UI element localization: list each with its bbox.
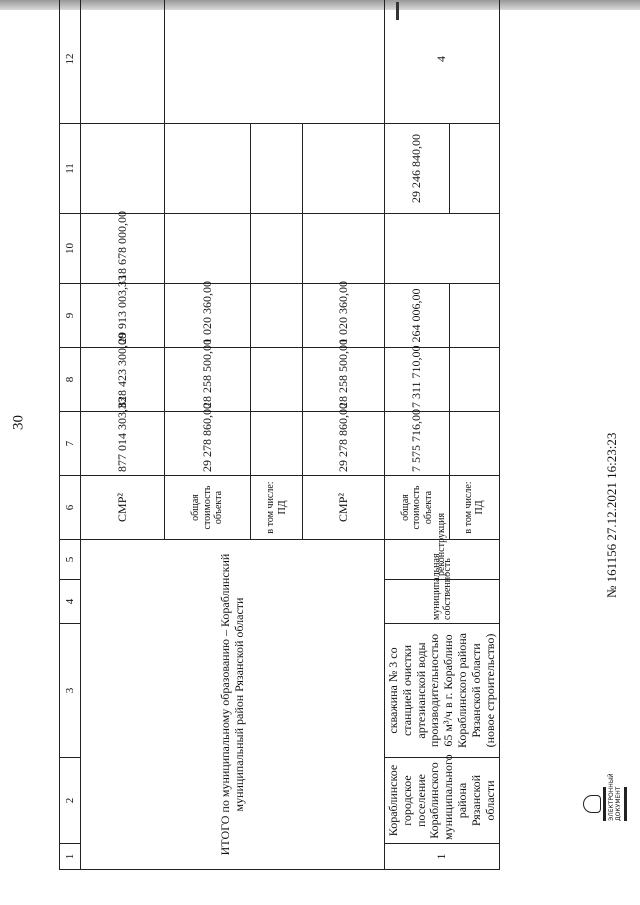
- col-num-8: 8: [60, 348, 81, 412]
- col-num-6: 6: [60, 476, 81, 540]
- col-num-4: 4: [60, 580, 81, 624]
- cell: 4: [385, 0, 500, 124]
- cell: 29 246 840,00: [385, 124, 450, 214]
- stamp-bar: [603, 787, 606, 821]
- col-num-9: 9: [60, 284, 81, 348]
- cell: СМР²: [81, 476, 165, 540]
- stamp-text: ЭЛЕКТРОННЫЙ ДОКУМЕНТ: [608, 773, 622, 821]
- cell: [449, 412, 500, 476]
- cell: 1 020 360,00: [303, 284, 385, 348]
- emblem-icon: [583, 795, 601, 813]
- cell: [165, 124, 251, 214]
- header-row: [60, 0, 81, 870]
- cell: [449, 348, 500, 412]
- col-num-11: 11: [60, 124, 81, 214]
- cell: [449, 124, 500, 214]
- cell: 29 278 860,00: [303, 412, 385, 476]
- cell: в том числе: ПД: [449, 476, 500, 540]
- cell: [449, 284, 500, 348]
- cell: [251, 214, 303, 284]
- col-num-5: 5: [60, 540, 81, 580]
- item-number: 1: [385, 844, 500, 870]
- cell: в том числе: ПД: [251, 476, 303, 540]
- item-work-type: реконструкция: [385, 540, 500, 580]
- cell: [81, 124, 165, 214]
- cell: 7 575 716,00: [385, 412, 450, 476]
- cell: 1 020 360,00: [165, 284, 251, 348]
- cell: 264 006,00: [385, 284, 450, 348]
- col-num-2: 2: [60, 758, 81, 844]
- item-ownership: муниципальная собственность: [385, 580, 500, 624]
- cell: СМР²: [303, 476, 385, 540]
- table-wrap: [59, 35, 497, 870]
- item-object: скважина № 3 со станцией очистки артезианской воды производительностью 65 м³/ч в г. Кораблино Кораблинского района Рязанской области (новое строительство): [385, 624, 500, 758]
- stamp-bar: [624, 787, 627, 821]
- cell: 828 423 300,00: [81, 348, 165, 412]
- col-num-7: 7: [60, 412, 81, 476]
- cell: 877 014 303,33: [81, 412, 165, 476]
- col-num-12: 12: [60, 0, 81, 124]
- cell: [385, 214, 500, 284]
- item-municipality: Кораблинское городское поселение Кораблинского муниципального района Рязанской области: [385, 758, 500, 844]
- document-footer: № 161156 27.12.2021 16:23:23: [604, 432, 619, 598]
- table-row: [81, 0, 165, 870]
- cell: [251, 284, 303, 348]
- cell: 18 678 000,00: [81, 214, 165, 284]
- cell: общая стоимость объекта: [165, 476, 251, 540]
- electronic-stamp: [583, 773, 631, 821]
- col-num-10: 10: [60, 214, 81, 284]
- cell: 28 258 500,00: [303, 348, 385, 412]
- cell: [165, 214, 251, 284]
- col-num-1: 1: [60, 844, 81, 870]
- cell: [303, 214, 385, 284]
- cell: [165, 0, 385, 124]
- cell: 29 278 860,00: [165, 412, 251, 476]
- col-num-3: 3: [60, 624, 81, 758]
- cell: [251, 412, 303, 476]
- table-row: [385, 0, 450, 870]
- total-label: ИТОГО по муниципальному образованию – Кораблинский муниципальный район Рязанской области: [81, 540, 385, 870]
- cell: 28 258 500,00: [165, 348, 251, 412]
- cell: общая стоимость объекта: [385, 476, 450, 540]
- page-number: 30: [10, 415, 27, 430]
- cell: [303, 124, 385, 214]
- cell: 29 913 003,33: [81, 284, 165, 348]
- cell: 7 311 710,00: [385, 348, 450, 412]
- investment-table: [59, 0, 500, 870]
- cell: [251, 348, 303, 412]
- rotated-table-area: [59, 35, 497, 870]
- cell: [251, 124, 303, 214]
- cell: [81, 0, 165, 124]
